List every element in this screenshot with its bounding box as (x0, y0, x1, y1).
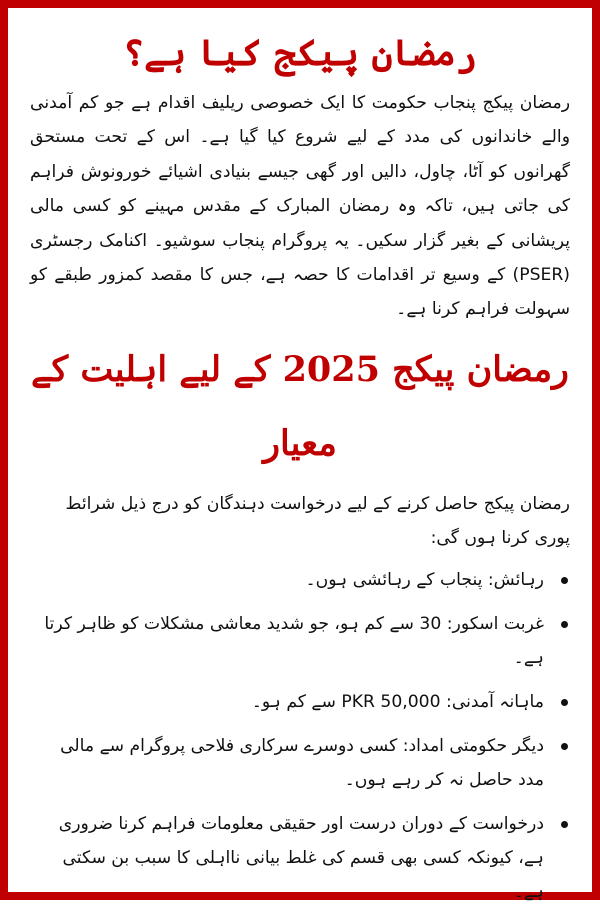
eligibility-heading: رمضان پیکج 2025 کے لیے اہلیت کے معیار (31, 348, 569, 464)
criteria-list (30, 563, 570, 909)
criteria-text: رہائش: پنجاب کے رہائشی ہوں۔ (305, 569, 544, 590)
list-item (30, 685, 544, 719)
criteria-text: درخواست کے دوران درست اور حقیقی معلومات فراہم کرنا ضروری ہے، کیونکہ کسی بھی قسم کی غلط بیانی نااہلی کا سبب بن سکتی ہے۔ (58, 813, 544, 902)
list-item (30, 607, 544, 675)
list-item (30, 807, 544, 909)
criteria-text: دیگر حکومتی امداد: کسی دوسرے سرکاری فلاحی پروگرام سے مالی مدد حاصل نہ کر رہے ہوں۔ (60, 735, 544, 790)
bullet-icon (561, 577, 568, 584)
bullet-icon (561, 699, 568, 706)
bullet-icon (561, 743, 568, 750)
criteria-text: غربت اسکور: 30 سے کم ہو، جو شدید معاشی مشکلات کو ظاہر کرتا ہے۔ (44, 613, 544, 668)
requirement-paragraph: رمضان پیکج حاصل کرنے کے لیے درخواست دہندگان کو درج ذیل شرائط پوری کرنا ہوں گی: (65, 493, 570, 548)
page-title: رمضان پیکج کیا ہے؟ (122, 32, 477, 74)
bullet-icon (561, 621, 568, 628)
intro-paragraph: رمضان پیکج پنجاب حکومت کا ایک خصوصی ریلیف اقدام ہے جو کم آمدنی والے خاندانوں کی مدد کے لیے شروع کیا گیا ہے۔ اس کے تحت مستحق گھرانوں کو آٹا، چاول، دالیں اور گھی جیسے بنیادی اشیائے خورونوش فراہم کی جاتی ہیں، تاکہ وہ رمضان المبارک کے مقدس مہینے کو کسی مالی پریشانی کے بغیر گزار سکیں۔ یہ پروگرام پنجاب سوشیو۔ اکنامک رجسٹری (PSER) کے وسیع تر اقدامات کا حصہ ہے، جس کا مقصد کمزور طبقے کو سہولت فراہم کرنا ہے۔ (30, 93, 570, 320)
list-item (30, 729, 544, 797)
article-content (30, 26, 570, 902)
list-item (30, 563, 544, 597)
bullet-icon (561, 821, 568, 828)
criteria-text: ماہانہ آمدنی: PKR 50,000 سے کم ہو۔ (251, 691, 544, 712)
